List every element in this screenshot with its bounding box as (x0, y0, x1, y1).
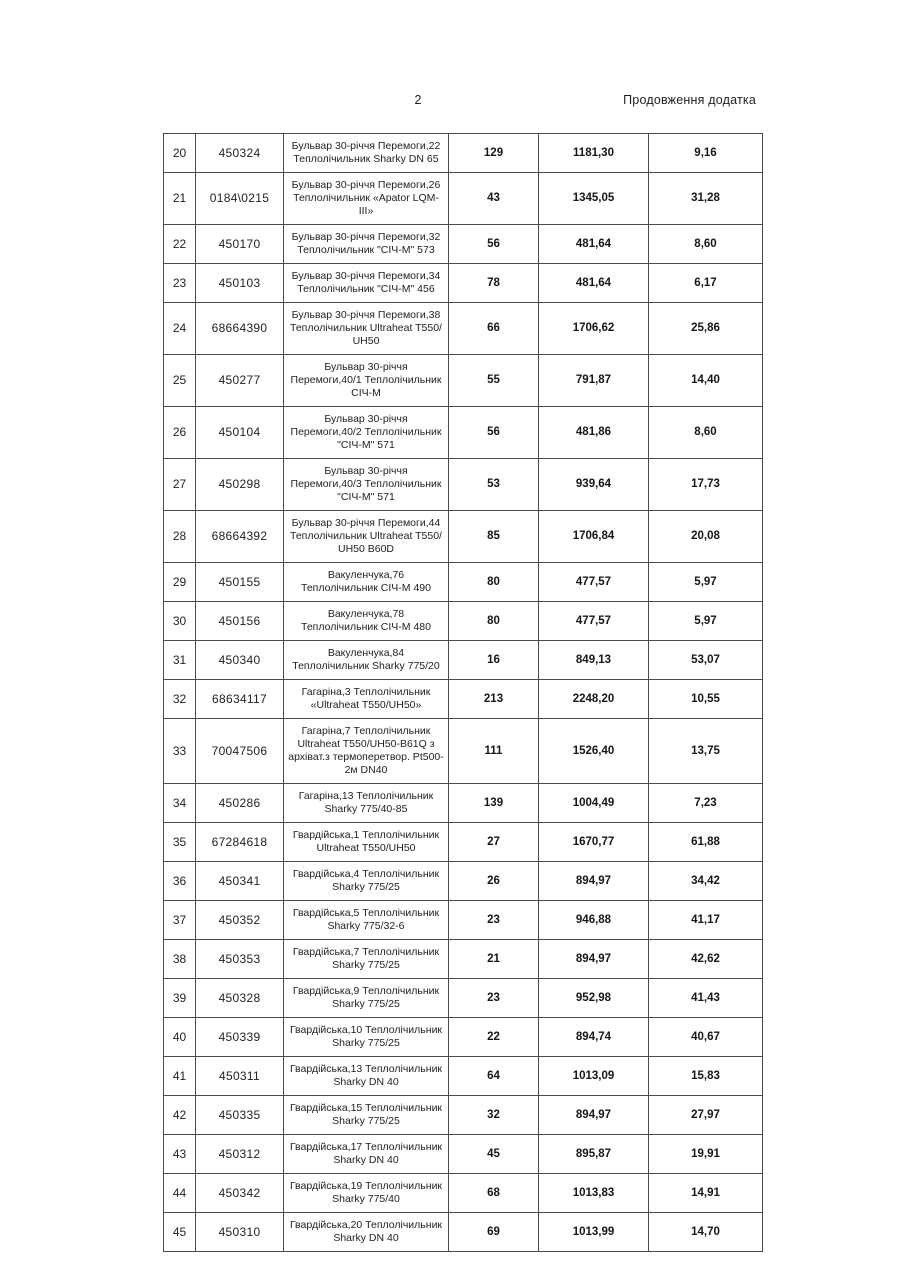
rate-cell: 14,91 (649, 1174, 763, 1213)
rate-cell: 8,60 (649, 225, 763, 264)
address-cell: Гвардійська,7 Теплолічильник Sharky 775/25 (284, 940, 449, 979)
count-cell: 23 (449, 901, 539, 940)
rate-cell: 34,42 (649, 862, 763, 901)
address-cell: Бульвар 30-річчя Перемоги,40/2 Теплолічильник "СІЧ-М" 571 (284, 407, 449, 459)
amount-cell: 849,13 (539, 641, 649, 680)
row-number-cell: 45 (164, 1213, 196, 1252)
row-number-cell: 31 (164, 641, 196, 680)
rate-cell: 40,67 (649, 1018, 763, 1057)
amount-cell: 1013,09 (539, 1057, 649, 1096)
meter-id-cell: 450340 (196, 641, 284, 680)
amount-cell: 939,64 (539, 459, 649, 511)
meter-id-cell: 450324 (196, 134, 284, 173)
address-cell: Гвардійська,13 Теплолічильник Sharky DN 40 (284, 1057, 449, 1096)
count-cell: 45 (449, 1135, 539, 1174)
rate-cell: 42,62 (649, 940, 763, 979)
meter-id-cell: 450104 (196, 407, 284, 459)
count-cell: 213 (449, 680, 539, 719)
meter-id-cell: 450103 (196, 264, 284, 303)
count-cell: 22 (449, 1018, 539, 1057)
rate-cell: 6,17 (649, 264, 763, 303)
table-row (164, 1057, 763, 1096)
row-number-cell: 41 (164, 1057, 196, 1096)
table-row (164, 563, 763, 602)
meter-id-cell: 450156 (196, 602, 284, 641)
address-cell: Гвардійська,10 Теплолічильник Sharky 775/25 (284, 1018, 449, 1057)
meter-id-cell: 0184\0215 (196, 173, 284, 225)
meter-id-cell: 450312 (196, 1135, 284, 1174)
rate-cell: 61,88 (649, 823, 763, 862)
table-row (164, 264, 763, 303)
address-cell: Бульвар 30-річчя Перемоги,34 Теплолічильник "СІЧ-М" 456 (284, 264, 449, 303)
address-cell: Гвардійська,20 Теплолічильник Sharky DN 40 (284, 1213, 449, 1252)
meter-id-cell: 68664392 (196, 511, 284, 563)
row-number-cell: 39 (164, 979, 196, 1018)
amount-cell: 1706,84 (539, 511, 649, 563)
count-cell: 21 (449, 940, 539, 979)
row-number-cell: 29 (164, 563, 196, 602)
table-row (164, 511, 763, 563)
count-cell: 85 (449, 511, 539, 563)
address-cell: Гвардійська,4 Теплолічильник Sharky 775/25 (284, 862, 449, 901)
meter-id-cell: 450328 (196, 979, 284, 1018)
count-cell: 111 (449, 719, 539, 784)
address-cell: Гвардійська,1 Теплолічильник Ultraheat T550/UH50 (284, 823, 449, 862)
amount-cell: 1526,40 (539, 719, 649, 784)
table-row (164, 407, 763, 459)
row-number-cell: 25 (164, 355, 196, 407)
meter-id-cell: 450335 (196, 1096, 284, 1135)
table-row (164, 680, 763, 719)
amount-cell: 1013,83 (539, 1174, 649, 1213)
table-row (164, 1096, 763, 1135)
meters-table-body (164, 134, 763, 1252)
address-cell: Бульвар 30-річчя Перемоги,38 Теплолічильник Ultraheat T550/ UH50 (284, 303, 449, 355)
meter-id-cell: 450339 (196, 1018, 284, 1057)
count-cell: 43 (449, 173, 539, 225)
table-row (164, 940, 763, 979)
address-cell: Бульвар 30-річчя Перемоги,44 Теплолічильник Ultraheat T550/ UH50 B60D (284, 511, 449, 563)
table-row (164, 1213, 763, 1252)
meter-id-cell: 450352 (196, 901, 284, 940)
table-row (164, 823, 763, 862)
amount-cell: 1013,99 (539, 1213, 649, 1252)
rate-cell: 31,28 (649, 173, 763, 225)
table-row (164, 303, 763, 355)
rate-cell: 14,70 (649, 1213, 763, 1252)
count-cell: 23 (449, 979, 539, 1018)
meter-id-cell: 67284618 (196, 823, 284, 862)
table-row (164, 862, 763, 901)
rate-cell: 5,97 (649, 602, 763, 641)
address-cell: Вакуленчука,76 Теплолічильник СІЧ-М 490 (284, 563, 449, 602)
count-cell: 53 (449, 459, 539, 511)
rate-cell: 17,73 (649, 459, 763, 511)
row-number-cell: 26 (164, 407, 196, 459)
table-row (164, 979, 763, 1018)
count-cell: 66 (449, 303, 539, 355)
amount-cell: 1706,62 (539, 303, 649, 355)
address-cell: Бульвар 30-річчя Перемоги,32 Теплолічильник "СІЧ-М" 573 (284, 225, 449, 264)
row-number-cell: 40 (164, 1018, 196, 1057)
amount-cell: 952,98 (539, 979, 649, 1018)
rate-cell: 15,83 (649, 1057, 763, 1096)
row-number-cell: 43 (164, 1135, 196, 1174)
amount-cell: 1181,30 (539, 134, 649, 173)
address-cell: Гвардійська,15 Теплолічильник Sharky 775/25 (284, 1096, 449, 1135)
table-row (164, 1135, 763, 1174)
address-cell: Вакуленчука,78 Теплолічильник СІЧ-М 480 (284, 602, 449, 641)
meter-id-cell: 70047506 (196, 719, 284, 784)
table-row (164, 719, 763, 784)
rate-cell: 41,43 (649, 979, 763, 1018)
count-cell: 80 (449, 602, 539, 641)
count-cell: 129 (449, 134, 539, 173)
meter-id-cell: 68634117 (196, 680, 284, 719)
row-number-cell: 37 (164, 901, 196, 940)
row-number-cell: 23 (164, 264, 196, 303)
count-cell: 32 (449, 1096, 539, 1135)
row-number-cell: 34 (164, 784, 196, 823)
meter-id-cell: 450353 (196, 940, 284, 979)
amount-cell: 477,57 (539, 563, 649, 602)
meter-id-cell: 450342 (196, 1174, 284, 1213)
meter-id-cell: 450310 (196, 1213, 284, 1252)
table-row (164, 225, 763, 264)
amount-cell: 481,64 (539, 225, 649, 264)
meter-id-cell: 450277 (196, 355, 284, 407)
row-number-cell: 30 (164, 602, 196, 641)
amount-cell: 894,74 (539, 1018, 649, 1057)
count-cell: 80 (449, 563, 539, 602)
address-cell: Гагаріна,7 Теплолічильник Ultraheat T550/UH50-B61Q з архіват.з термоперетвор. Pt500- 2м DN40 (284, 719, 449, 784)
row-number-cell: 36 (164, 862, 196, 901)
address-cell: Бульвар 30-річчя Перемоги,26 Теплолічильник «Apator LQM-III» (284, 173, 449, 225)
table-row (164, 641, 763, 680)
amount-cell: 1345,05 (539, 173, 649, 225)
table-row (164, 602, 763, 641)
address-cell: Гагаріна,13 Теплолічильник Sharky 775/40-85 (284, 784, 449, 823)
rate-cell: 9,16 (649, 134, 763, 173)
count-cell: 55 (449, 355, 539, 407)
count-cell: 26 (449, 862, 539, 901)
page-number: 2 (414, 93, 422, 107)
table-row (164, 784, 763, 823)
rate-cell: 53,07 (649, 641, 763, 680)
address-cell: Гвардійська,19 Теплолічильник Sharky 775/40 (284, 1174, 449, 1213)
amount-cell: 481,86 (539, 407, 649, 459)
meter-id-cell: 450286 (196, 784, 284, 823)
row-number-cell: 42 (164, 1096, 196, 1135)
rate-cell: 8,60 (649, 407, 763, 459)
count-cell: 64 (449, 1057, 539, 1096)
amount-cell: 477,57 (539, 602, 649, 641)
page-header (163, 93, 762, 111)
meter-id-cell: 68664390 (196, 303, 284, 355)
row-number-cell: 22 (164, 225, 196, 264)
table-row (164, 1018, 763, 1057)
rate-cell: 10,55 (649, 680, 763, 719)
amount-cell: 946,88 (539, 901, 649, 940)
row-number-cell: 21 (164, 173, 196, 225)
row-number-cell: 33 (164, 719, 196, 784)
amount-cell: 2248,20 (539, 680, 649, 719)
amount-cell: 481,64 (539, 264, 649, 303)
row-number-cell: 20 (164, 134, 196, 173)
amount-cell: 894,97 (539, 862, 649, 901)
row-number-cell: 44 (164, 1174, 196, 1213)
meter-id-cell: 450298 (196, 459, 284, 511)
row-number-cell: 32 (164, 680, 196, 719)
count-cell: 78 (449, 264, 539, 303)
table-row (164, 1174, 763, 1213)
address-cell: Бульвар 30-річчя Перемоги,40/1 Теплолічильник СІЧ-М (284, 355, 449, 407)
count-cell: 16 (449, 641, 539, 680)
address-cell: Гагаріна,3 Теплолічильник «Ultraheat T550/UH50» (284, 680, 449, 719)
amount-cell: 791,87 (539, 355, 649, 407)
row-number-cell: 28 (164, 511, 196, 563)
row-number-cell: 24 (164, 303, 196, 355)
rate-cell: 19,91 (649, 1135, 763, 1174)
address-cell: Гвардійська,5 Теплолічильник Sharky 775/32-6 (284, 901, 449, 940)
amount-cell: 1670,77 (539, 823, 649, 862)
amount-cell: 894,97 (539, 940, 649, 979)
amount-cell: 1004,49 (539, 784, 649, 823)
address-cell: Гвардійська,17 Теплолічильник Sharky DN 40 (284, 1135, 449, 1174)
rate-cell: 25,86 (649, 303, 763, 355)
rate-cell: 5,97 (649, 563, 763, 602)
address-cell: Бульвар 30-річчя Перемоги,22 Теплолічильник Sharky DN 65 (284, 134, 449, 173)
count-cell: 56 (449, 225, 539, 264)
rate-cell: 41,17 (649, 901, 763, 940)
address-cell: Вакуленчука,84 Теплолічильник Sharky 775/20 (284, 641, 449, 680)
meter-id-cell: 450170 (196, 225, 284, 264)
count-cell: 27 (449, 823, 539, 862)
rate-cell: 20,08 (649, 511, 763, 563)
table-row (164, 134, 763, 173)
meter-id-cell: 450341 (196, 862, 284, 901)
address-cell: Гвардійська,9 Теплолічильник Sharky 775/25 (284, 979, 449, 1018)
address-cell: Бульвар 30-річчя Перемоги,40/3 Теплолічильник "СІЧ-М" 571 (284, 459, 449, 511)
table-row (164, 901, 763, 940)
count-cell: 69 (449, 1213, 539, 1252)
rate-cell: 27,97 (649, 1096, 763, 1135)
table-row (164, 173, 763, 225)
meter-id-cell: 450311 (196, 1057, 284, 1096)
row-number-cell: 27 (164, 459, 196, 511)
rate-cell: 14,40 (649, 355, 763, 407)
table-row (164, 459, 763, 511)
count-cell: 56 (449, 407, 539, 459)
table-row (164, 355, 763, 407)
amount-cell: 894,97 (539, 1096, 649, 1135)
amount-cell: 895,87 (539, 1135, 649, 1174)
row-number-cell: 38 (164, 940, 196, 979)
continuation-note: Продовження додатка (623, 93, 756, 107)
rate-cell: 13,75 (649, 719, 763, 784)
row-number-cell: 35 (164, 823, 196, 862)
meter-id-cell: 450155 (196, 563, 284, 602)
meters-table (163, 133, 763, 1252)
count-cell: 68 (449, 1174, 539, 1213)
rate-cell: 7,23 (649, 784, 763, 823)
count-cell: 139 (449, 784, 539, 823)
